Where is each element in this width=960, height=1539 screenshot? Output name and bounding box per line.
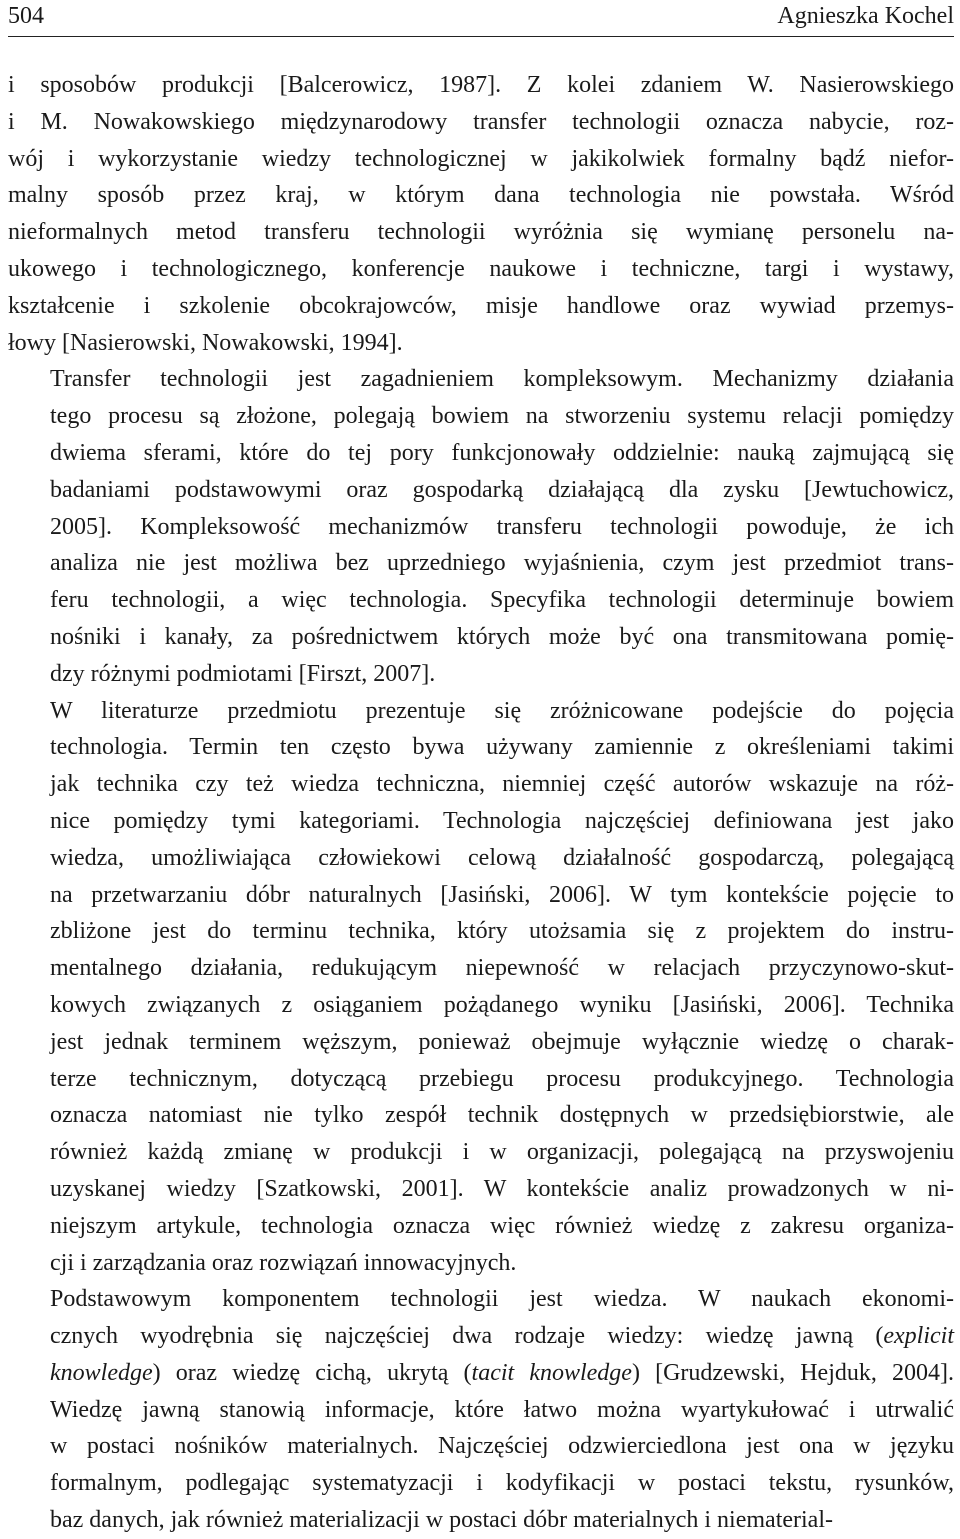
text-run: 2005]. Kompleksowość mechanizmów transferu technologii powoduje, że ich xyxy=(50,513,954,540)
text-line xyxy=(8,1428,954,1465)
italic-term: explicit xyxy=(883,1323,954,1350)
text-line xyxy=(8,251,954,288)
text-run: i sposobów produkcji [Balcerowicz, 1987]. Z kolei zdaniem W. Nasierowskiego xyxy=(8,72,954,98)
text-line xyxy=(8,803,954,840)
text-line xyxy=(8,325,954,362)
text-run: i M. Nowakowskiego międzynarodowy transfer technologii oznacza nabycie, roz- xyxy=(8,108,954,135)
body-text xyxy=(8,67,954,1539)
text-line xyxy=(8,987,954,1024)
text-run: technologia. Termin ten często bywa używany zamiennie z określeniami takimi xyxy=(50,734,954,761)
text-run: nice pomiędzy tymi kategoriami. Technologia najczęściej definiowana jest jako xyxy=(50,807,954,834)
text-run: Podstawowym komponentem technologii jest wiedza. W naukach ekonomi- xyxy=(50,1286,954,1313)
text-line xyxy=(8,766,954,803)
text-run: ) oraz wiedzę cichą, ukrytą ( xyxy=(152,1359,472,1386)
text-run: ukowego i technologicznego, konferencje naukowe i techniczne, targi i wystawy, xyxy=(8,255,954,282)
text-run: jest jednak terminem węższym, ponieważ obejmuje wyłącznie wiedzę o charak- xyxy=(50,1028,954,1055)
text-run: nośniki i kanały, za pośrednictwem których może być ona transmitowana pomię- xyxy=(50,623,954,650)
text-run: mentalnego działania, redukującym niepewność w relacjach przyczynowo-skut- xyxy=(50,955,954,982)
text-run: ) [Grudzewski, Hejduk, 2004]. xyxy=(631,1359,954,1386)
text-line xyxy=(8,545,954,582)
text-line xyxy=(8,1171,954,1208)
text-line xyxy=(8,288,954,325)
text-run: oznacza natomiast nie tylko zespół technik dostępnych w przedsiębiorstwie, ale xyxy=(50,1102,954,1129)
text-line xyxy=(8,729,954,766)
text-line xyxy=(8,509,954,546)
text-line xyxy=(8,435,954,472)
text-run: baz danych, jak również materializacji w postaci dóbr materialnych i niematerial- xyxy=(50,1507,833,1534)
text-run: również każdą zmianę w produkcji i w organizacji, polegającą na przyswojeniu xyxy=(50,1139,954,1166)
text-line xyxy=(8,1061,954,1098)
text-run: niejszym artykule, technologia oznacza więc również wiedzę z zakresu organiza- xyxy=(50,1212,954,1239)
text-line xyxy=(8,840,954,877)
text-run: łowy [Nasierowski, Nowakowski, 1994]. xyxy=(8,329,403,356)
text-line xyxy=(8,1355,954,1392)
text-run: badaniami podstawowymi oraz gospodarką działającą dla zysku [Jewtuchowicz, xyxy=(50,476,954,503)
text-run: cji i zarządzania oraz rozwiązań innowacyjnych. xyxy=(50,1249,517,1276)
page-header xyxy=(8,0,954,36)
italic-term: knowledge xyxy=(50,1359,153,1386)
text-run: W literaturze przedmiotu prezentuje się zróżnicowane podejście do pojęcia xyxy=(50,697,954,724)
text-line xyxy=(8,913,954,950)
text-line xyxy=(8,582,954,619)
text-line xyxy=(8,1024,954,1061)
paragraph xyxy=(8,1281,954,1539)
text-line xyxy=(8,1465,954,1502)
text-run: kowych związanych z osiąganiem pożądanego wyniku [Jasiński, 2006]. Technika xyxy=(50,991,954,1018)
paragraph xyxy=(8,67,954,361)
text-run: analiza nie jest możliwa bez uprzedniego wyjaśnienia, czym jest przedmiot trans- xyxy=(50,550,954,577)
text-line xyxy=(8,1502,954,1539)
text-line xyxy=(8,1208,954,1245)
text-run: terze technicznym, dotyczącą przebiegu procesu produkcyjnego. Technologia xyxy=(50,1065,954,1092)
text-line xyxy=(8,398,954,435)
text-run: dzy różnymi podmiotami [Firszt, 2007]. xyxy=(50,660,436,687)
text-run: na przetwarzaniu dóbr naturalnych [Jasiński, 2006]. W tym kontekście pojęcie to xyxy=(50,881,954,908)
text-run: jak technika czy też wiedza techniczna, niemniej część autorów wskazuje na róż- xyxy=(50,771,954,798)
text-line xyxy=(8,67,954,104)
text-line xyxy=(8,177,954,214)
text-line xyxy=(8,693,954,730)
text-run: Wiedzę jawną stanowią informacje, które łatwo można wyartykułować i utrwalić xyxy=(50,1396,954,1423)
text-run: uzyskanej wiedzy [Szatkowski, 2001]. W kontekście analiz prowadzonych w ni- xyxy=(50,1175,954,1202)
paragraph xyxy=(8,693,954,1282)
text-line xyxy=(8,1097,954,1134)
text-line xyxy=(8,214,954,251)
text-run: nieformalnych metod transferu technologii wyróżnia się wymianę personelu na- xyxy=(8,219,954,246)
text-line xyxy=(8,1281,954,1318)
header-rule xyxy=(8,36,954,37)
text-line xyxy=(8,877,954,914)
text-run: malny sposób przez kraj, w którym dana technologia nie powstała. Wśród xyxy=(8,182,954,209)
text-run: tego procesu są złożone, polegają bowiem na stworzeniu systemu relacji pomiędzy xyxy=(50,403,954,430)
text-line xyxy=(8,619,954,656)
text-line xyxy=(8,1134,954,1171)
text-run: zbliżone jest do terminu technika, który utożsamia się z projektem do instru- xyxy=(50,918,954,945)
page-number: 504 xyxy=(8,3,44,29)
text-line xyxy=(8,656,954,693)
paragraph xyxy=(8,361,954,692)
text-line xyxy=(8,1318,954,1355)
text-line xyxy=(8,950,954,987)
text-run: formalnym, podlegając systematyzacji i kodyfikacji w postaci tekstu, rysunków, xyxy=(50,1470,954,1497)
text-run: cznych wyodrębnia się najczęściej dwa rodzaje wiedzy: wiedzę jawną ( xyxy=(50,1323,884,1350)
text-run: kształcenie i szkolenie obcokrajowców, misje handlowe oraz wywiad przemys- xyxy=(8,292,954,319)
text-run: wiedza, umożliwiająca człowiekowi celową działalność gospodarczą, polegającą xyxy=(50,844,954,871)
text-run: feru technologii, a więc technologia. Specyfika technologii determinuje bowiem xyxy=(50,587,954,614)
text-run: w postaci nośników materialnych. Najczęściej odzwierciedlona jest ona w języku xyxy=(50,1433,954,1460)
text-line xyxy=(8,141,954,178)
text-run: Transfer technologii jest zagadnieniem kompleksowym. Mechanizmy działania xyxy=(50,366,954,393)
text-line xyxy=(8,472,954,509)
text-run: dwiema sferami, które do tej pory funkcjonowały oddzielnie: nauką zajmującą się xyxy=(50,439,954,466)
italic-term: tacit knowledge xyxy=(471,1359,632,1386)
text-line xyxy=(8,1245,954,1282)
text-line xyxy=(8,361,954,398)
text-line xyxy=(8,1392,954,1429)
text-run: wój i wykorzystanie wiedzy technologicznej w jakikolwiek formalny bądź niefor- xyxy=(8,145,954,172)
text-line xyxy=(8,104,954,141)
running-head-author: Agnieszka Kochel xyxy=(777,3,954,29)
